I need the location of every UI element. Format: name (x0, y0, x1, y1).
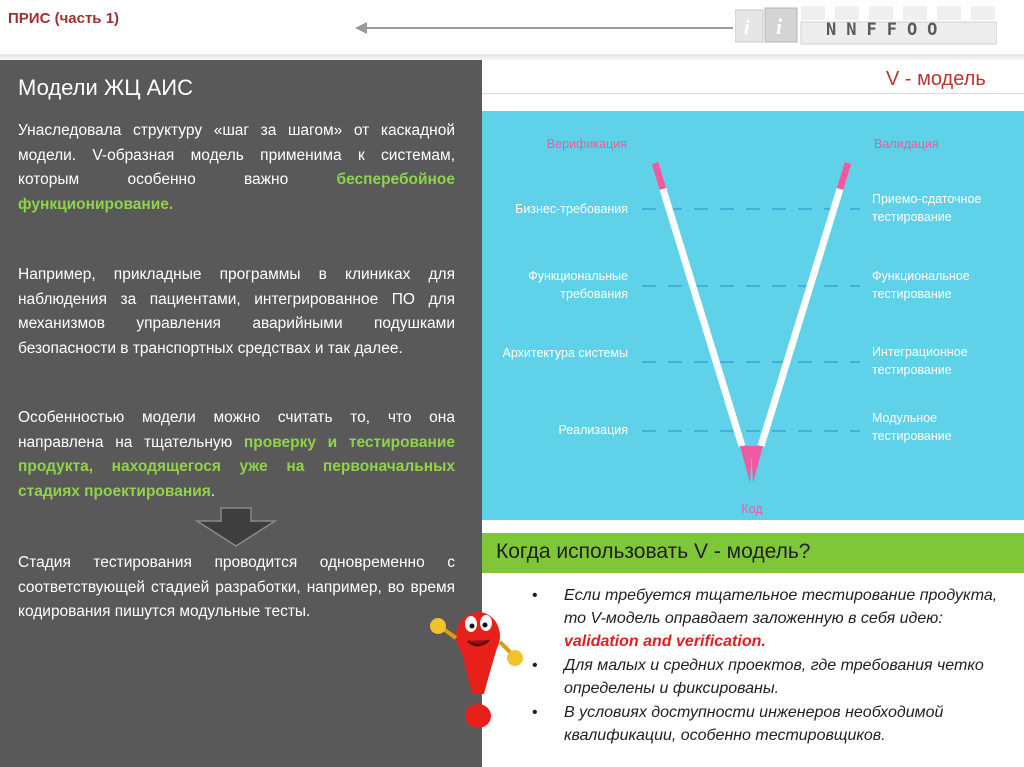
vmodel-shape (482, 111, 1024, 520)
stage-unit-testing: Модульное тестирование (872, 411, 952, 443)
down-arrow-icon (195, 507, 277, 547)
vmodel-diagram (482, 111, 1024, 520)
logo-text: NNFFOO (826, 20, 948, 40)
list-item-text: Если требуется тщательное тестирование продукта, то V-модель оправдает заложенную в себя идею: (564, 587, 998, 627)
verification-header: Верификация (546, 137, 627, 151)
list-item-text: Для малых и средних проектов, где требования четко определены и фиксированы. (564, 657, 984, 697)
paragraph-text-end: . (210, 482, 216, 500)
vmodel-title-divider (482, 93, 1024, 94)
paragraph-inheritance (18, 119, 455, 217)
vmodel-title: V - модель (886, 68, 986, 90)
paragraph-feature (18, 406, 455, 504)
highlight-text: проверку и тестирование продукта, находящегося уже на первоначальных стадиях проектирования (18, 433, 455, 500)
list-item (528, 654, 1006, 700)
stage-system-architecture: Архитектура системы (502, 346, 628, 360)
back-arrow-icon (355, 17, 735, 39)
list-item (528, 701, 1006, 747)
bullet-icon: • (532, 657, 538, 674)
svg-text:i: i (744, 17, 750, 39)
when-title: Когда использовать V - модель? (496, 540, 811, 563)
bullet-icon: • (532, 587, 538, 604)
exclamation-mascot-icon (428, 598, 524, 734)
paragraph-testing: Стадия тестирования проводится одновременно с соответствующей стадией разработки, например, во время кодирования пишутся модульные тесты. (18, 554, 455, 620)
stage-acceptance-testing: Приемо-сдаточное тестирование (872, 192, 982, 224)
left-panel (0, 60, 482, 767)
highlight-text: бесперебойное функционирование. (18, 171, 455, 213)
stage-functional-testing: Функциональное тестирование (872, 269, 970, 301)
stage-integration-testing: Интеграционное тестирование (872, 345, 968, 377)
stage-business-requirements: Бизнес-требования (515, 202, 628, 216)
paragraph-text: Унаследовала структуру «шаг за шагом» от каскадной модели. V-образная модель применима к системам, которым особенно важно (18, 122, 455, 188)
page-header-title: ПРИС (часть 1) (8, 10, 120, 27)
section-title: Модели ЖЦ АИС (18, 75, 193, 100)
validation-header: Валидация (874, 137, 939, 151)
emphasis-text: validation and verification. (564, 633, 766, 650)
paragraph-text: Особенностью модели можно считать то, что она направлена на тщательную (18, 409, 455, 451)
svg-text:i: i (776, 14, 783, 39)
stage-implementation: Реализация (558, 423, 628, 437)
list-item (528, 584, 1006, 653)
list-item-text: В условиях доступности инженеров необходимой квалификации, особенно тестировщиков. (564, 704, 944, 744)
bullet-icon: • (532, 704, 538, 721)
when-list (528, 584, 1006, 748)
stage-functional-requirements: Функциональные требования (528, 269, 628, 301)
code-label: Код (741, 502, 763, 516)
paragraph-examples: Например, прикладные программы в клиниках для наблюдения за пациентами, интегрированное ПО для механизмов управления аварийными подушками безопасности в транспортных средствах и так далее. (18, 266, 455, 357)
